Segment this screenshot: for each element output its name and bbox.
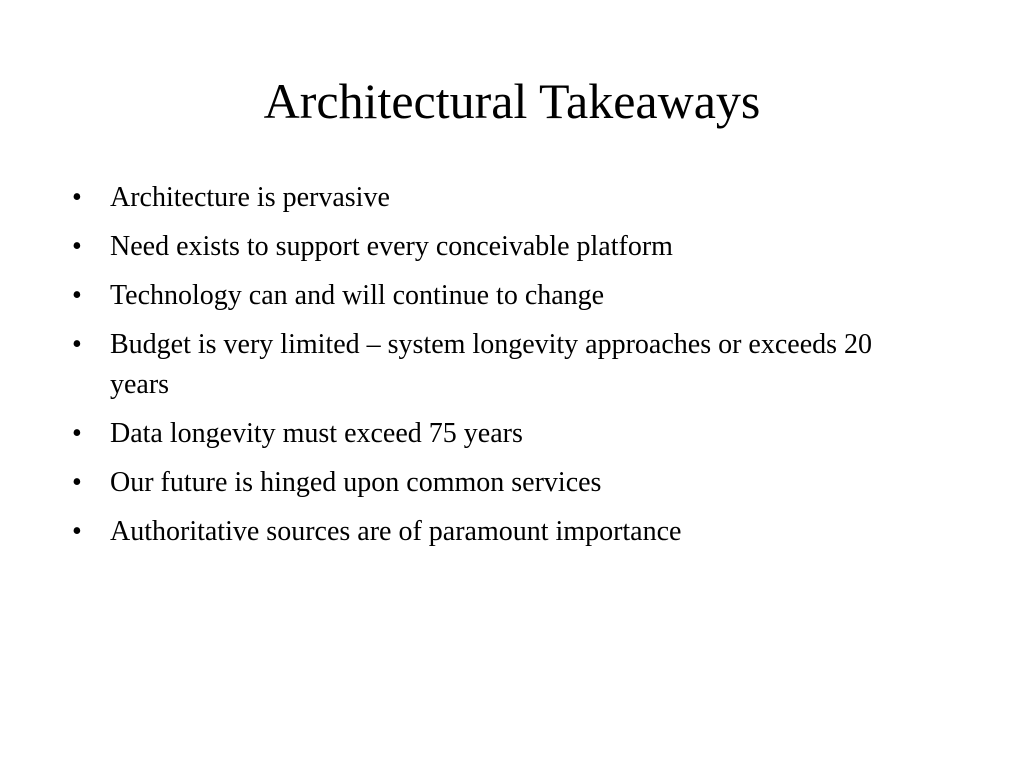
bullet-icon: • — [72, 231, 82, 262]
bullet-icon: • — [72, 182, 82, 213]
bullet-text: Authoritative sources are of paramount importance — [110, 516, 682, 547]
bullet-text: Our future is hinged upon common services — [110, 467, 602, 498]
bullet-item — [72, 512, 932, 552]
bullet-text: Need exists to support every conceivable platform — [110, 231, 673, 262]
bullet-item — [72, 325, 932, 405]
bullet-icon: • — [72, 516, 82, 547]
bullet-text: Technology can and will continue to change — [110, 280, 605, 311]
bullet-text: Data longevity must exceed 75 years — [110, 418, 523, 449]
bullet-icon: • — [72, 418, 82, 449]
bullet-item — [72, 414, 932, 454]
bullet-icon: • — [72, 329, 82, 360]
bullet-icon: • — [72, 467, 82, 498]
bullet-text: Architecture is pervasive — [110, 182, 390, 213]
bullet-list — [72, 178, 932, 561]
slide-title: Architectural Takeaways — [263, 73, 761, 129]
bullet-text: Budget is very limited – system longevity approaches or exceeds 20 years — [110, 329, 873, 400]
bullet-icon: • — [72, 280, 82, 311]
bullet-item — [72, 463, 932, 503]
bullet-item — [72, 227, 932, 267]
bullet-item — [72, 178, 932, 218]
bullet-item — [72, 276, 932, 316]
